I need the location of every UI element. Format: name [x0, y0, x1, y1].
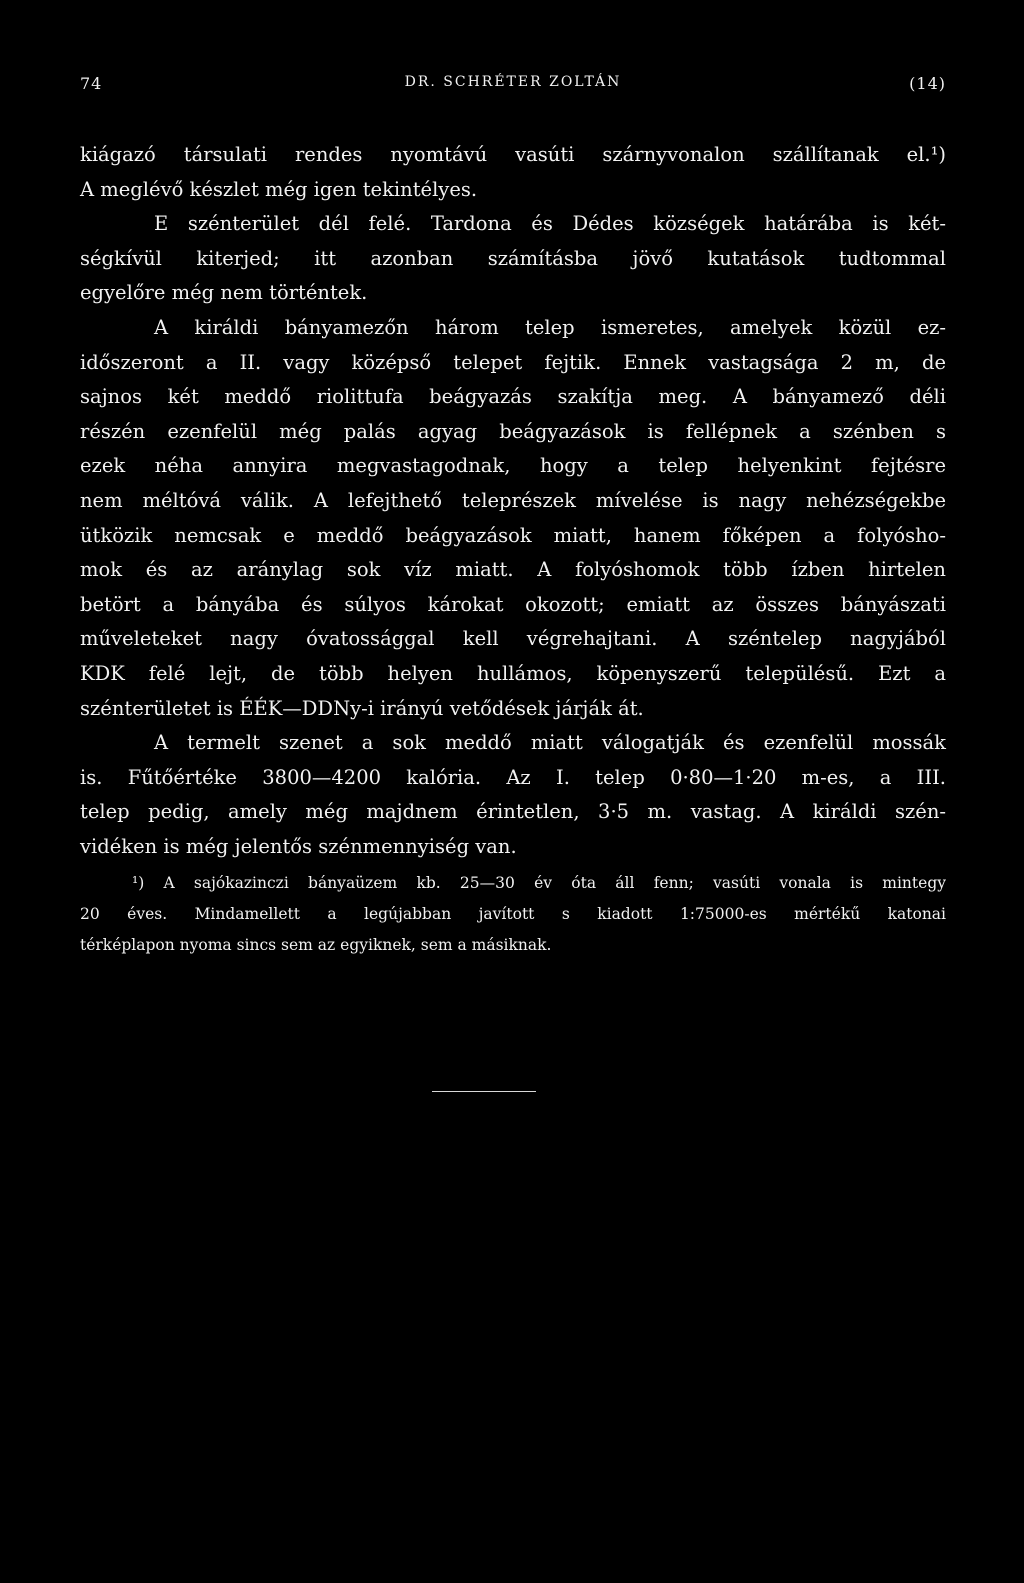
footnote-line: 20 éves. Mindamellett a legújabban javított s kiadott 1:75000-es mértékű katonai: [80, 905, 946, 923]
text-line: betört a bányába és súlyos károkat okozott; emiatt az összes bányászati: [80, 592, 946, 616]
text-line: ségkívül kiterjed; itt azonban számításba jövő kutatások tudtommal: [80, 246, 946, 270]
footnote-line: ¹) A sajókazinczi bányaüzem kb. 25—30 év óta áll fenn; vasúti vonala is mintegy: [132, 874, 946, 892]
text-line: ezek néha annyira megvastagodnak, hogy a telep helyenkint fejtésre: [80, 454, 946, 478]
text-line: részén ezenfelül még palás agyag beágyazások is fellépnek a szénben s: [80, 419, 946, 443]
text-line: műveleteket nagy óvatossággal kell végrehajtani. A széntelep nagyjából: [80, 627, 946, 651]
text-line: szénterületet is ÉÉK—DDNy-i irányú vetődések járják át.: [80, 696, 644, 720]
text-line: egyelőre még nem történtek.: [80, 281, 368, 305]
text-line: A meglévő készlet még igen tekintélyes.: [80, 177, 478, 201]
text-line: mok és az aránylag sok víz miatt. A folyóshomok több ízben hirtelen: [80, 558, 946, 582]
text-line: is. Fűtőértéke 3800—4200 kalória. Az I. telep 0·80—1·20 m-es, a III.: [80, 765, 946, 789]
text-line: sajnos két meddő riolittufa beágyazás szakítja meg. A bányamező déli: [80, 385, 946, 409]
text-line: KDK felé lejt, de több helyen hullámos, köpenyszerű településű. Ezt a: [80, 661, 946, 685]
text-line: E szénterület dél felé. Tardona és Dédes községek határába is két-: [154, 212, 946, 236]
footnote: [80, 868, 946, 961]
section-number: (14): [909, 74, 946, 93]
text-line: telep pedig, amely még majdnem érintetlen, 3·5 m. vastag. A királdi szén-: [80, 800, 946, 824]
text-line: nem méltóvá válik. A lefejthető teleprészek mívelése is nagy nehézségekbe: [80, 488, 946, 512]
text-line: vidéken is még jelentős szénmennyiség van.: [80, 834, 517, 858]
horizontal-rule: [432, 1091, 536, 1092]
running-title: DR. SCHRÉTER ZOLTÁN: [404, 74, 622, 90]
text-line: kiágazó társulati rendes nyomtávú vasúti szárnyvonalon szállítanak el.¹): [80, 143, 946, 166]
running-head: [80, 74, 946, 98]
text-line: A királdi bányamezőn három telep ismeretes, amelyek közül ez-: [154, 315, 946, 339]
text-line: A termelt szenet a sok meddő miatt válogatják és ezenfelül mossák: [154, 731, 946, 755]
body-text: [80, 138, 946, 864]
text-line: ütközik nemcsak e meddő beágyazások miatt, hanem főképen a folyósho-: [80, 523, 946, 547]
footnote-line: térképlapon nyoma sincs sem az egyiknek, sem a másiknak.: [80, 936, 552, 954]
page-number: 74: [80, 74, 103, 93]
text-line: időszeront a II. vagy középső telepet fejtik. Ennek vastagsága 2 m, de: [80, 350, 946, 374]
